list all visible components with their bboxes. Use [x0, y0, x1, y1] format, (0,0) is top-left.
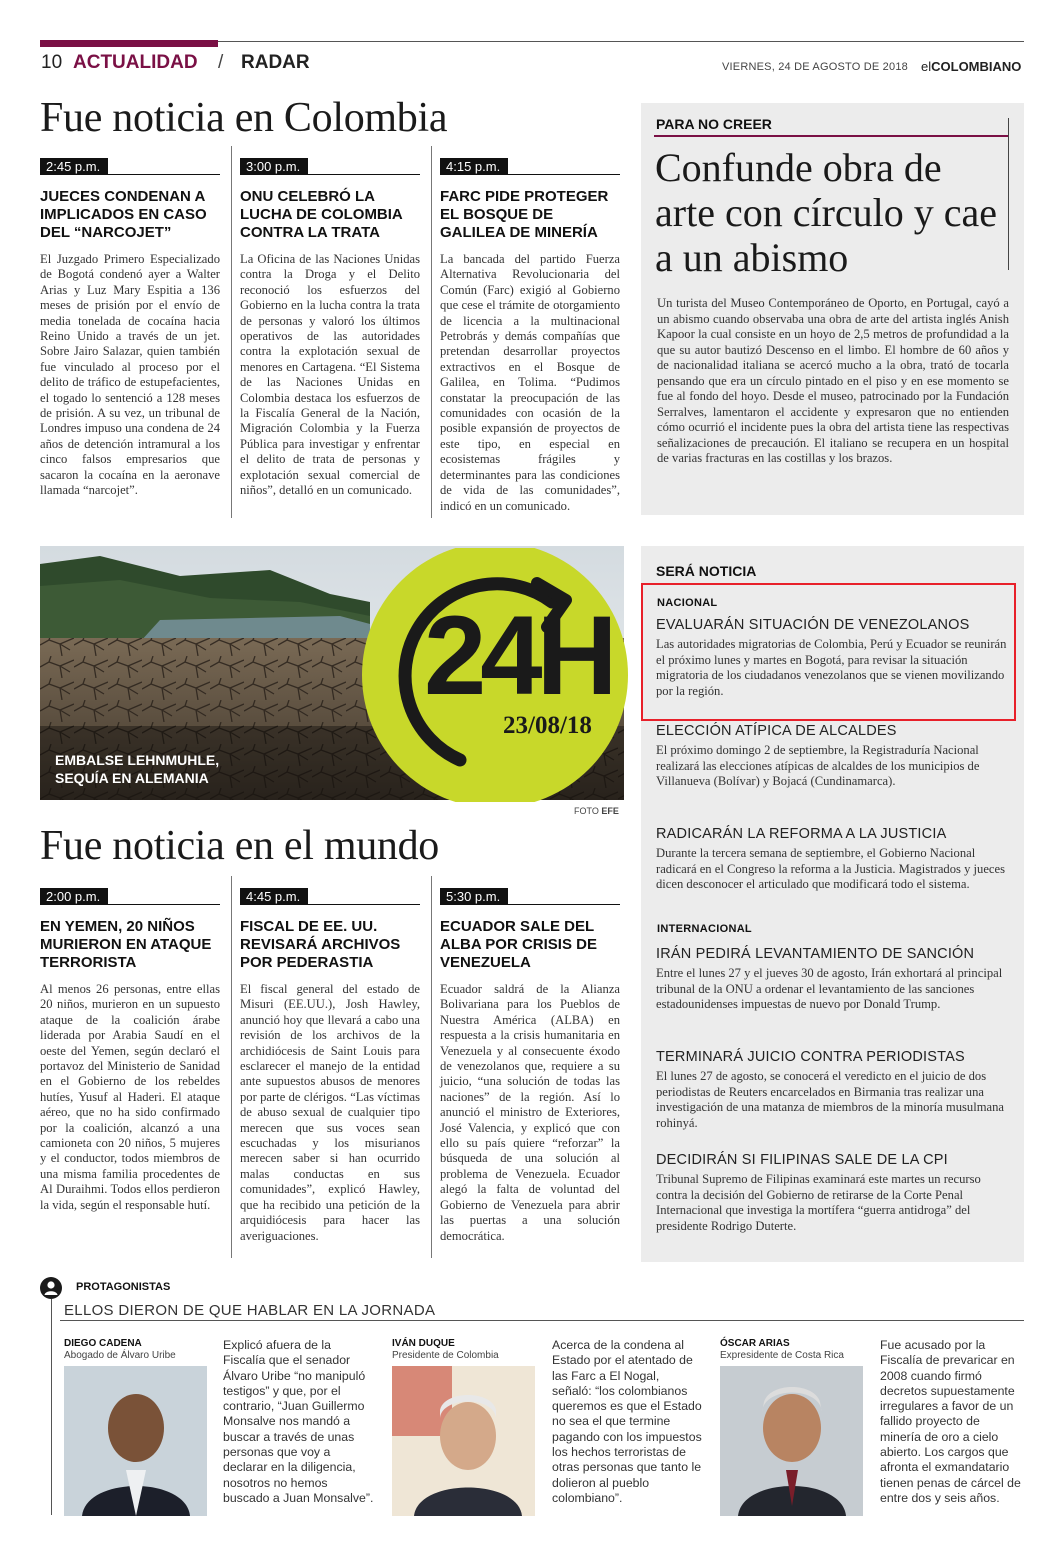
protagonistas-label: PROTAGONISTAS [76, 1281, 171, 1293]
nacional-label: NACIONAL [657, 597, 718, 609]
person-role: Expresidente de Costa Rica [720, 1350, 844, 1361]
person-glyph [40, 1277, 62, 1299]
column-headline: JUECES CONDENAN A IMPLICADOS EN CASO DEL “NARCOJET” [40, 188, 207, 241]
time-tag-wrap [440, 158, 620, 176]
portrait-photo [392, 1366, 535, 1516]
portrait-photo [720, 1366, 863, 1516]
person-role: Abogado de Álvaro Uribe [64, 1350, 176, 1361]
column-headline: FARC PIDE PROTEGER EL BOSQUE DE GALILEA DE MINERÍA [440, 188, 609, 241]
vertical-rule [1008, 118, 1009, 270]
time-rule [240, 904, 420, 905]
item-body: Las autoridades migratorias de Colombia, Perú y Ecuador se reunirán el próximo lunes y martes en Bogotá, para revisar la situación migratoria de los ciudadanos venezolanos que se vienen movilizando por la región. [656, 637, 1007, 698]
mundo-column-1 [40, 888, 220, 1213]
brand-prefix: el [921, 59, 932, 74]
time-tag: 4:45 p.m. [240, 888, 308, 905]
column-body: La Oficina de las Naciones Unidas contra la Droga y el Delito reconoció los esfuerzos del Gobierno en la lucha contra la trata de personas y valoró los últimos operativos de las autoridades contra la explotación sexual de menores en Cartagena. “El Sistema de las Naciones Unidas en Colombia destaca los esfuerzos de la Fiscalía General de la Nación, Migración Colombia y la Fuerza Pública para investigar y enfrentar el delito de trata de personas y explotación sexual comercial de niños”, detalló en un comunicado. [240, 252, 420, 498]
internacional-label: INTERNACIONAL [657, 923, 752, 935]
column-body: El Juzgado Primero Especializado de Bogotá condenó ayer a Walter Arias y Luz Mary Espitia a 136 meses de prisión por el envío de media tonelada de cocaína hacia Reino Unido a través de un jet. Sobre Jairo Salazar, quien también fue vinculado al proceso por el delito de tráfico de estupefacientes, el togado lo sentenció a 128 meses de prisión. A su vez, un tribunal de Londres impuso una condena de 24 años de detención intramural a los cinco falsos empresarios que sacaron la cocaína en la aeronave llamada “narcojet”. [40, 252, 220, 498]
newspaper-logo [921, 59, 1021, 74]
column-body: Al menos 26 personas, entre ellas 20 niños, murieron en un supuesto ataque de la coalición árabe liderada por Arabia Saudí en el oeste del Yemen, según declaró el portavoz del Ministerio de Sanidad en el Gobierno de los rebeldes hutíes, Yusuf al Haderi. El ataque aéreo, que no ha sido confirmado por la coalición, alcanzó a una camioneta con 20 niños, 5 mujeres y el conductor, todos miembros de una misma familia procedentes de Al Duraihmi. Todos ellos perdieron la vida, según el responsable hutí. [40, 982, 220, 1212]
sera-noticia-item [656, 1152, 1008, 1234]
mundo-heading: Fue noticia en el mundo [40, 823, 440, 869]
protagonistas-subtitle: ELLOS DIERON DE QUE HABLAR EN LA JORNADA [64, 1302, 436, 1319]
portrait-ivan-duque [392, 1366, 535, 1516]
time-rule [240, 174, 420, 175]
photo-credit [574, 806, 619, 816]
time-tag-wrap [40, 158, 220, 176]
caption-line: EMBALSE LEHNMUHLE, [55, 752, 220, 768]
credit-source: EFE [601, 806, 619, 816]
protagonistas-underline [60, 1320, 1024, 1321]
person-quote: Explicó afuera de la Fiscalía que el senador Álvaro Uribe “no manipuló testigos” y que, por el contrario, “Juan Guillermo Monsalve nos mandó a buscar a través de unas personas que voy a declarar en la diligencia, nosotros no hemos buscado a Juan Monsalve”. [223, 1338, 374, 1505]
column-headline: ECUADOR SALE DEL ALBA POR CRISIS DE VENEZUELA [440, 918, 597, 971]
portrait-photo [64, 1366, 207, 1516]
person-role: Presidente de Colombia [392, 1350, 499, 1361]
portrait-diego-cadena [64, 1366, 207, 1516]
page-number: 10 [41, 52, 63, 73]
24h-date: 23/08/18 [503, 712, 592, 739]
time-rule [40, 174, 220, 175]
column-body: El fiscal general del estado de Misuri (EE.UU.), Josh Hawley, anunció hoy que llevará a cabo una revisión de los archivos de la archidiócesis de Saint Louis para esclarecer el manejo de la entidad ante supuestos abusos de menores por parte de clérigos. “Las víctimas de abuso sexual de cualquier tipo merecen que sus voces sean escuchadas y los misurianos merecen saber si han ocurrido malas conductas en sus comunidades”, explicó Hawley, que ha recibido una petición de la arquidiócesis para hacer las averiguaciones. [240, 982, 420, 1243]
colombia-column-2 [240, 158, 420, 499]
mundo-column-3 [440, 888, 620, 1244]
section-slash: / [218, 52, 224, 73]
sera-noticia-item [656, 946, 1008, 1013]
item-title: TERMINARÁ JUICIO CONTRA PERIODISTAS [656, 1049, 965, 1065]
column-headline: ONU CELEBRÓ LA LUCHA DE COLOMBIA CONTRA LA TRATA [240, 188, 403, 241]
column-headline: EN YEMEN, 20 NIÑOS MURIERON EN ATAQUE TERRORISTA [40, 918, 212, 971]
person-quote: Acerca de la condena al Estado por el atentado de las Farc a El Nogal, señaló: “los colombianos queremos es que el Estado no sea el que termine pagando con los impuestos los hechos terroristas de otras personas que tanto le dolieron al pueblo colombiano”. [552, 1338, 702, 1505]
header-accent-bar [40, 40, 218, 47]
item-title: RADICARÁN LA REFORMA A LA JUSTICIA [656, 826, 947, 842]
issue-date: VIERNES, 24 DE AGOSTO DE 2018 [722, 61, 908, 73]
colombia-column-3 [440, 158, 620, 514]
colombia-column-1 [40, 158, 220, 499]
mundo-column-2 [240, 888, 420, 1244]
item-body: Durante la tercera semana de septiembre, el Gobierno Nacional radicará en el Congreso la reforma a la Justicia. Magistrados y jueces dicen desconocer el articulado que modificará todo el sistema. [656, 846, 1005, 891]
time-rule [440, 174, 620, 175]
kicker-rule [654, 135, 1008, 137]
time-rule [440, 904, 620, 905]
column-divider [431, 146, 432, 518]
person-name: IVÁN DUQUE [392, 1338, 455, 1349]
sera-noticia-item [656, 723, 1008, 790]
item-title: DECIDIRÁN SI FILIPINAS SALE DE LA CPI [656, 1152, 948, 1168]
time-tag: 5:30 p.m. [440, 888, 508, 905]
column-divider [231, 876, 232, 1258]
sera-noticia-item [656, 1049, 1008, 1131]
column-divider [231, 146, 232, 518]
time-tag-wrap [40, 888, 220, 906]
column-body: La bancada del partido Fuerza Alternativa Revolucionaria del Común (Farc) exigió al Gobierno que cese el trámite de otorgamiento de licencia a la multinacional Petrobrás y demás compañías que pretendan desarrollar proyectos extractivos en el Bosque de Galilea, en Tolima. “Pudimos constatar la preocupación de las comunidades con ocasión de la posible expansión de proyectos de este tipo, en especial en ecosistemas frágiles y determinantes para las condiciones de vida de las comunidades”, indicó en un comunicado. [440, 252, 620, 513]
para-no-creer-kicker: PARA NO CREER [656, 116, 772, 132]
sera-noticia-item [656, 826, 1008, 893]
column-headline: FISCAL DE EE. UU. REVISARÁ ARCHIVOS POR PEDERASTIA [240, 918, 401, 971]
portrait-oscar-arias [720, 1366, 863, 1516]
time-rule [40, 904, 220, 905]
item-body: Tribunal Supremo de Filipinas examinará este martes un recurso contra la decisión del Gobierno de retirarse de la Corte Penal Internacional que investiga la mortífera “guerra antidroga” del presidente Rodrigo Duterte. [656, 1172, 981, 1233]
24h-text: 24H [424, 593, 612, 718]
para-no-creer-headline: Confunde obra de arte con círculo y cae a un abismo [655, 145, 998, 280]
time-tag-wrap [240, 158, 420, 176]
item-body: El lunes 27 de agosto, se conocerá el veredicto en el juicio de dos periodistas de Reuters encarcelados en Birmania tras realizar una investigación de una matanza de miembros de la minoría musulmana rohinyá. [656, 1069, 1004, 1130]
column-body: Ecuador saldrá de la Alianza Bolivariana para los Pueblos de Nuestra América (ALBA) en respuesta a la crisis humanitaria en Venezuela y al consecuente éxodo de venezolanos que, requiere a su juicio, “una solución de todas las naciones” de la región. Así lo anunció el ministro de Exteriores, José Valencia, y explicó que con ello su país quiere “reforzar” la búsqueda de una solución al problema de Venezuela. Ecuador alegó la falta de voluntad del Gobierno de Venezuela para abrir las puertas a una solución democrática. [440, 982, 620, 1243]
sera-noticia-kicker: SERÁ NOTICIA [656, 563, 757, 579]
item-title: IRÁN PEDIRÁ LEVANTAMIENTO DE SANCIÓN [656, 946, 975, 962]
section-name: ACTUALIDAD [73, 52, 198, 73]
person-name: ÓSCAR ARIAS [720, 1338, 790, 1349]
time-tag: 3:00 p.m. [240, 158, 308, 175]
person-icon [40, 1277, 62, 1299]
time-tag: 2:45 p.m. [40, 158, 108, 175]
caption-line: SEQUÍA EN ALEMANIA [55, 770, 209, 786]
credit-prefix: FOTO [574, 806, 602, 816]
subsection-name: RADAR [241, 52, 310, 73]
colombia-heading: Fue noticia en Colombia [40, 95, 448, 141]
para-no-creer-body: Un turista del Museo Contemporáneo de Oporto, en Portugal, cayó a un abismo cuando observaba una obra de arte del artista inglés Anish Kapoor la cual consiste en un hoyo de 2,5 metros de profundidad a la que su autor bautizó Descenso en el limbo. El hombre de 60 años y de nacionalidad italiana se acercó mucho a la obra, trató de tocarla pensando que era un círculo pintado en el piso y en ese momento se fue al fondo del hoyo. Desde el museo, patrocinado por la Fundación Serralves, lamentaron el accidente y expresaron que no entienden cómo ocurrió el incidente pues la obra del artista tiene las respectivas señalizaciones de precaución. El italiano se recupera en un hospital de varias fracturas en las costillas y los brazos. [657, 296, 1009, 465]
time-tag-wrap [440, 888, 620, 906]
item-body: El próximo domingo 2 de septiembre, la Registraduría Nacional realizará las elecciones atípicas de alcaldes de los municipios de Villanueva (Bolívar) y Bojacá (Cundinamarca). [656, 743, 980, 788]
person-quote: Fue acusado por la Fiscalía de prevaricar en 2008 cuando firmó decretos supuestamente irregulares a favor de un fallido proyecto de minería de oro a cielo abierto. Los cargos que afronta el exmandatario tienen penas de cárcel de entre dos y seis años. [880, 1338, 1021, 1505]
brand-name: COLOMBIANO [931, 59, 1022, 74]
highlight-box [641, 583, 1016, 721]
time-tag-wrap [240, 888, 420, 906]
person-name: DIEGO CADENA [64, 1338, 142, 1349]
photo-caption [55, 751, 219, 787]
item-title: ELECCIÓN ATÍPICA DE ALCALDES [656, 723, 897, 739]
column-divider [431, 876, 432, 1258]
time-tag: 4:15 p.m. [440, 158, 508, 175]
protagonistas-rule [51, 1299, 52, 1515]
time-tag: 2:00 p.m. [40, 888, 108, 905]
item-body: Entre el lunes 27 y el jueves 30 de agosto, Irán exhortará al principal tribunal de la ONU a ordenar el levantamiento de las sanciones estadounidenses impuestas de nuevo por Donald Trump. [656, 966, 1003, 1011]
item-title: EVALUARÁN SITUACIÓN DE VENEZOLANOS [656, 617, 970, 633]
